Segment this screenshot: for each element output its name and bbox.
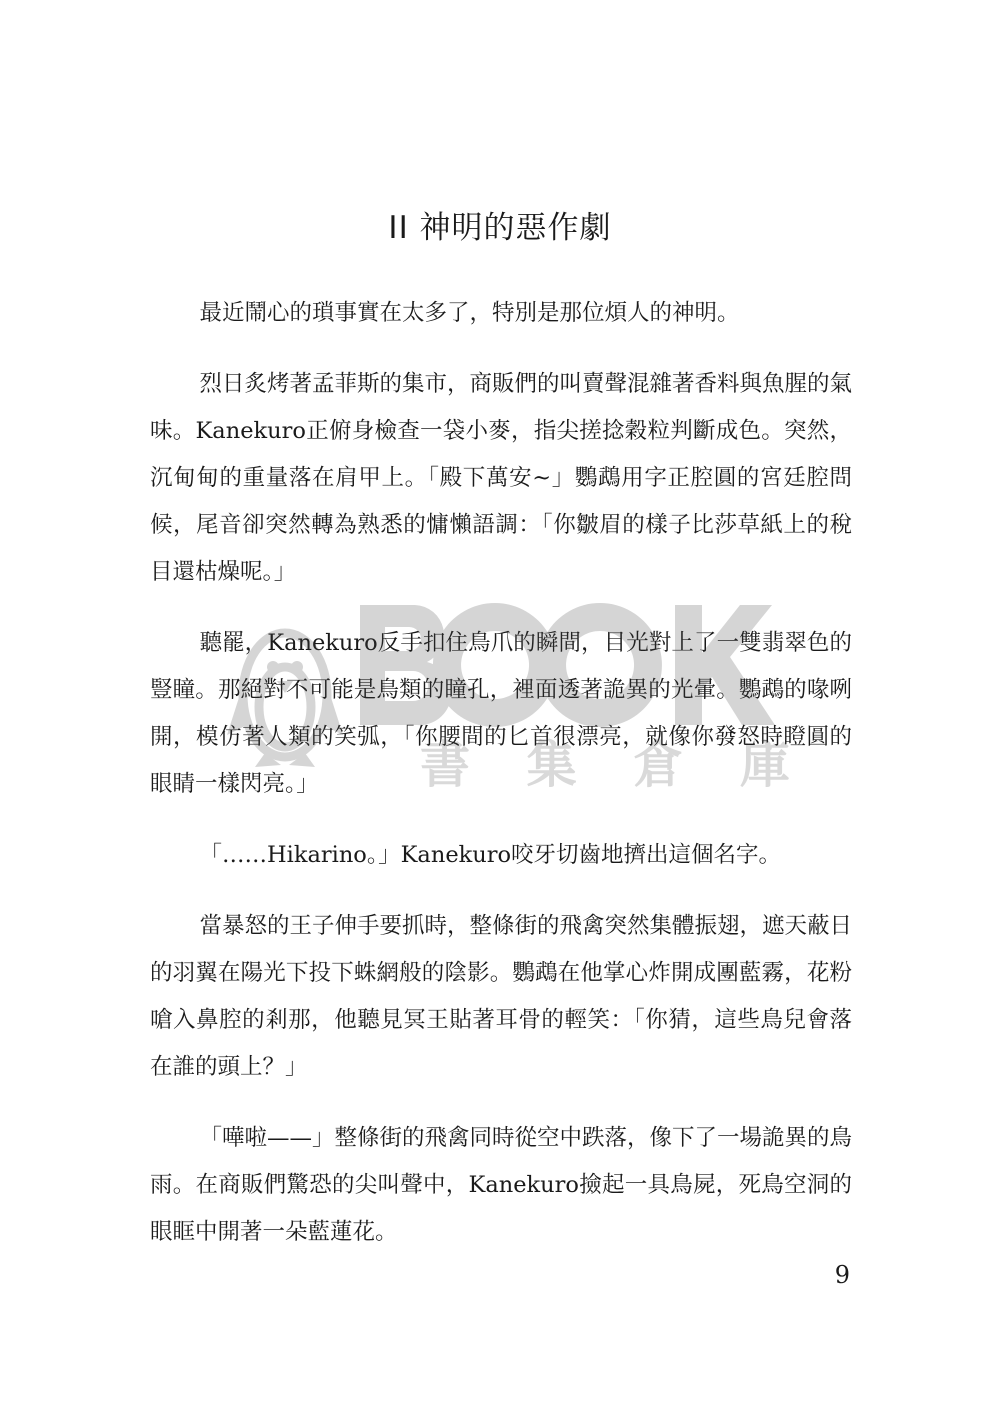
body-text [150, 290, 852, 1280]
paragraph: 最近鬧心的瑣事實在太多了，特別是那位煩人的神明。 [199, 300, 740, 326]
watermark-char: 倉 [633, 736, 684, 794]
paragraph: 「……Hikarino。」Kanekuro咬牙切齒地擠出這個名字。 [199, 842, 782, 868]
watermark-char: 書 [420, 736, 470, 794]
paragraph: 當暴怒的王子伸手要抓時，整條街的飛禽突然集體振翅，遮天蔽日的羽翼在陽光下投下蛛網般的陰影。鸚鵡在他掌心炸開成團藍霧，花粉嗆入鼻腔的剎那，他聽見冥王貼著耳骨的輕笑：「你猜，這些鳥兒會落在誰的頭上？」 [150, 913, 853, 1080]
paragraph: 「嘩啦——」整條街的飛禽同時從空中跌落，像下了一場詭異的鳥雨。在商販們驚恐的尖叫聲中，Kanekuro撿起一具鳥屍，死鳥空洞的眼眶中開著一朵藍蓮花。 [150, 1125, 853, 1245]
paragraph: 烈日炙烤著孟菲斯的集市，商販們的叫賣聲混雜著香料與魚腥的氣味。Kanekuro正俯身檢查一袋小麥，指尖搓捻穀粒判斷成色。突然，沉甸甸的重量落在肩甲上。「殿下萬安~」鸚鵡用字正腔圓的宮廷腔問候，尾音卻突然轉為熟悉的慵懶語調：「你皺眉的樣子比莎草紙上的稅目還枯燥呢。」 [150, 371, 853, 585]
watermark-char: 庫 [739, 736, 790, 794]
watermark-char: 集 [526, 736, 577, 794]
paragraph: 聽罷，Kanekuro反手扣住鳥爪的瞬間，目光對上了一雙翡翠色的豎瞳。那絕對不可能是鳥類的瞳孔，裡面透著詭異的光暈。鸚鵡的喙咧開，模仿著人類的笑弧，「你腰間的匕首很漂亮，就像你發怒時瞪圓的眼睛一樣閃亮。」 [150, 630, 852, 797]
chapter-title: II 神明的惡作劇 [388, 210, 612, 246]
page-number: 9 [834, 1261, 850, 1289]
